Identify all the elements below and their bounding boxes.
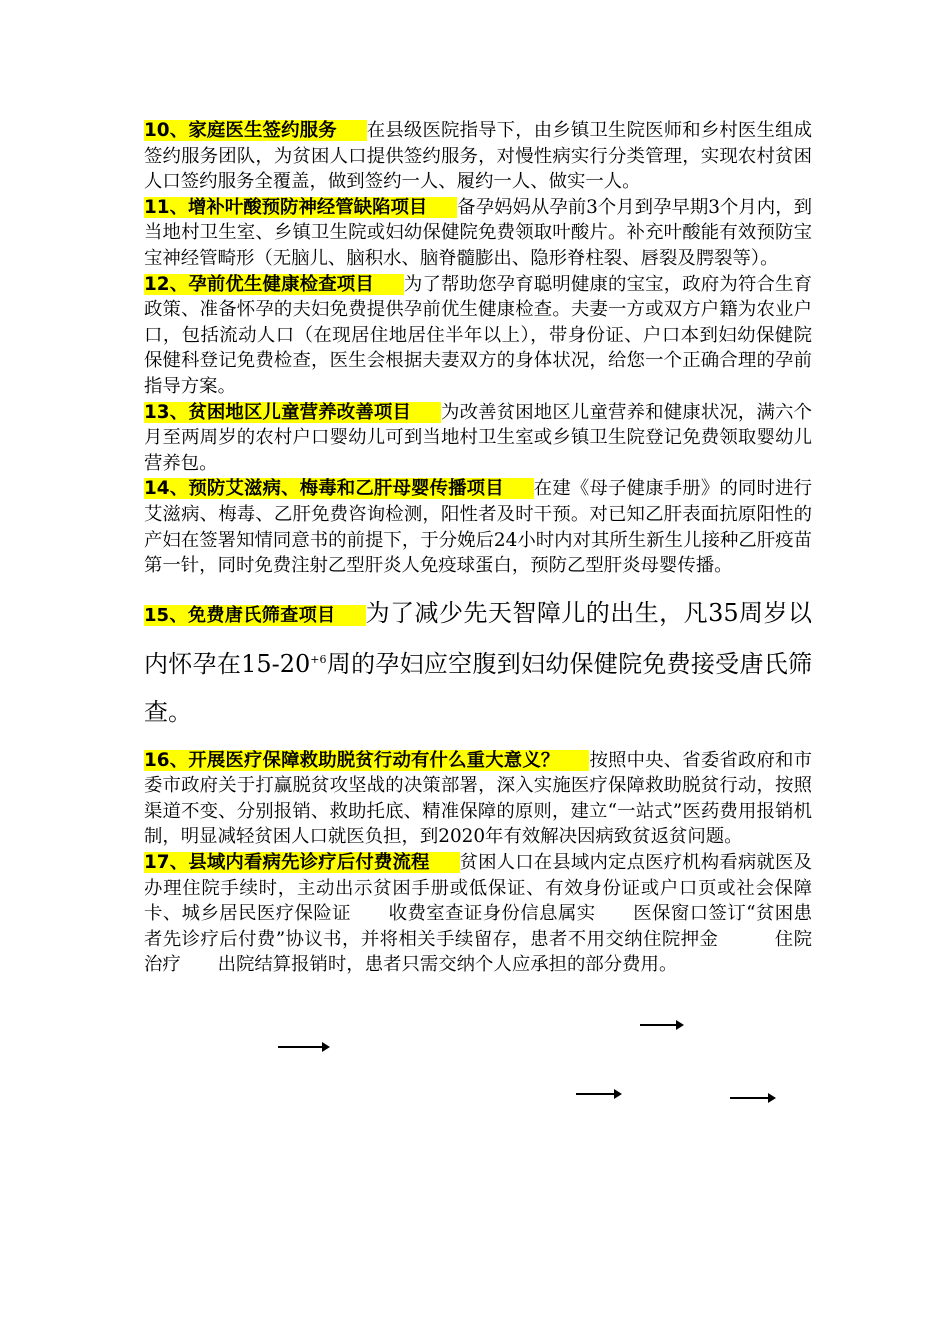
section-body: 按照中央、省委省政府和市委市政府关于打赢脱贫攻坚战的决策部署，深入实施医疗保障救助脱贫行动，按照渠道不变、分别报销、救助托底、精准保障的原则，建立“一站式”医药费用报销机制，明显减轻贫困人口就医负担，到2020年有效解决因病致贫返贫问题。: [144, 749, 812, 848]
section-title: 15、免费唐氏筛查项目: [144, 605, 366, 626]
section-body: 为改善贫困地区儿童营养和健康状况，满六个月至两周岁的农村户口婴幼儿可到当地村卫生室或乡镇卫生院登记免费领取婴幼儿营养包。: [144, 401, 812, 474]
section-body: 在建《母子健康手册》的同时进行艾滋病、梅毒、乙肝免费咨询检测，阳性者及时干预。对已知乙肝表面抗原阳性的产妇在签署知情同意书的前提下，于分娩后24小时内对其所生新生儿接种乙肝疫苗第一针，同时免费注射乙型肝炎人免疫球蛋白，预防乙型肝炎母婴传播。: [144, 478, 812, 577]
section-title: 10、家庭医生签约服务: [144, 120, 367, 141]
section-title: 14、预防艾滋病、梅毒和乙肝母婴传播项目: [144, 478, 534, 499]
section-17: [144, 850, 812, 978]
section-12: [144, 272, 812, 400]
section-14: [144, 476, 812, 578]
section-body-cont: 周的孕妇应空腹到妇幼保健院免费接受唐氏筛查。: [144, 649, 813, 726]
section-11: [144, 195, 812, 272]
section-title: 16、开展医疗保障救助脱贫行动有什么重大意义？: [144, 750, 589, 771]
section-body: 为了减少先天智障儿的出生，凡35周岁以内怀孕在15-20: [144, 598, 812, 678]
arrow-right-icon: [576, 1093, 620, 1095]
section-body: 为了帮助您孕育聪明健康的宝宝，政府为符合生育政策、准备怀孕的夫妇免费提供孕前优生健康检查。夫妻一方或双方户籍为农业户口，包括流动人口（在现居住地居住半年以上），带身份证、户口本到妇幼保健院保健科登记免费检查，医生会根据夫妻双方的身体状况，给您一个正确合理的孕前指导方案。: [144, 273, 812, 397]
document-page: [144, 118, 812, 978]
arrow-right-icon: [640, 1024, 682, 1026]
arrow-right-icon: [278, 1046, 328, 1048]
section-body: 备孕妈妈从孕前3个月到孕早期3个月内，到当地村卫生室、乡镇卫生院或妇幼保健院免费领取叶酸片。补充叶酸能有效预防宝宝神经管畸形（无脑儿、脑积水、脑脊髓膨出、隐形脊柱裂、唇裂及腭裂等）。: [144, 196, 813, 269]
section-title: 17、县域内看病先诊疗后付费流程: [144, 852, 460, 873]
section-title: 12、孕前优生健康检查项目: [144, 274, 404, 295]
section-body: 在县级医院指导下，由乡镇卫生院医师和乡村医生组成签约服务团队，为贫困人口提供签约服务，对慢性病实行分类管理，实现农村贫困人口签约服务全覆盖，做到签约一人、履约一人、做实一人。: [144, 120, 812, 193]
section-16: [144, 748, 812, 850]
section-title: 13、贫困地区儿童营养改善项目: [144, 402, 441, 423]
section-body: 贫困人口在县域内定点医疗机构看病就医及办理住院手续时，主动出示贫困手册或低保证、有效身份证或户口页或社会保障卡、城乡居民医疗保险证 收费室查证身份信息属实 医保窗口签订“贫困患者先诊疗后付费”协议书，并将相关手续留存，患者不用交纳住院押金 住院治疗 出院结算报销时，患者只需交纳个人应承担的部分费用。: [144, 852, 812, 976]
section-13: [144, 400, 812, 477]
section-15: [144, 589, 812, 736]
arrow-right-icon: [730, 1097, 774, 1099]
section-title: 11、增补叶酸预防神经管缺陷项目: [144, 197, 457, 218]
superscript: +6: [310, 652, 327, 666]
section-10: [144, 118, 812, 195]
